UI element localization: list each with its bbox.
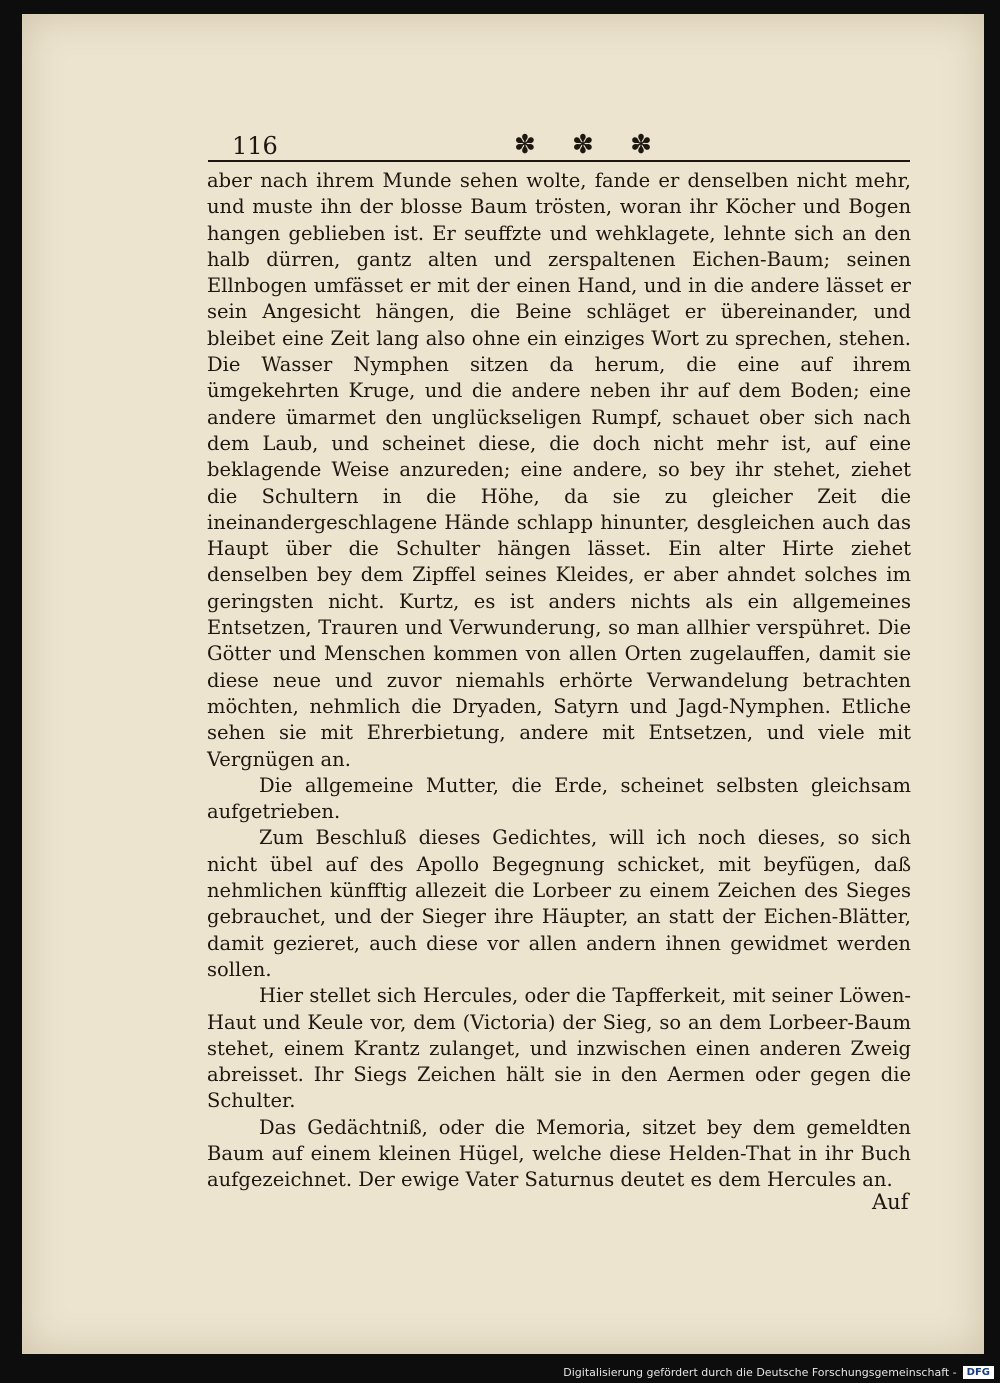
- paragraph: Zum Beschluß dieses Gedichtes, will ich noch dieses, so sich nicht übel auf des Apollo Begegnung schicket, mit beyfügen, daß nehmlichen künfftig allezeit die Lorbeer zu einem Zeichen des Sieges gebrauchet, und der Sieger ihre Häupter, an statt der Eichen-Blätter, damit gezieret, auch diese vor allen andern ihnen gewidmet werden sollen.: [207, 826, 911, 981]
- paragraph: Die allgemeine Mutter, die Erde, scheinet selbsten gleichsam aufgetrieben.: [207, 773, 911, 824]
- paragraph: Hier stellet sich Hercules, oder die Tapfferkeit, mit seiner Löwen-Haut und Keule vor, dem (Victoria) der Sieg, so an dem Lorbeer-Baum stehet, einem Krantz zulanget, und inzwischen einen anderen Zweig abreisset. Ihr Siegs Zeichen hält sie in den Aermen oder gegen die Schulter.: [207, 984, 911, 1113]
- dfg-logo: DFG: [963, 1366, 994, 1379]
- page-number: 116: [232, 132, 278, 160]
- body-text: [207, 168, 911, 1194]
- header-ornament: ✽ ✽ ✽: [514, 130, 666, 160]
- catchword: Auf: [872, 1190, 909, 1214]
- header-rule: [208, 160, 910, 162]
- credit-text: Digitalisierung gefördert durch die Deutsche Forschungsgemeinschaft -: [563, 1365, 957, 1379]
- digitization-credit: [563, 1364, 994, 1380]
- paragraph: aber nach ihrem Munde sehen wolte, fande er denselben nicht mehr, und muste ihn der blosse Baum trösten, woran ihr Köcher und Bogen hangen geblieben ist. Er seuffzte und wehklagete, lehnte sich an den halb dürren, gantz alten und zerspaltenen Eichen-Baum; seinen Ellnbogen umfässet er mit der einen Hand, und in die andere lässet er sein Angesicht hängen, die Beine schläget er übereinander, und bleibet eine Zeit lang also ohne ein einziges Wort zu sprechen, stehen. Die Wasser Nymphen sitzen da herum, die eine auf ihrem ümgekehrten Kruge, und die andere neben ihr auf dem Boden; eine andere ümarmet den unglückseligen Rumpf, schauet ober sich nach dem Laub, und scheinet diese, die doch nicht mehr ist, auf eine beklagende Weise anzureden; eine andere, so bey ihr stehet, ziehet die Schultern in die Höhe, da sie zu gleicher Zeit die ineinandergeschlagene Hände schlapp hinunter, desgleichen auch das Haupt über die Schulter hängen lässet. Ein alter Hirte ziehet denselben bey dem Zipffel seines Kleides, er aber ahndet solches im geringsten nicht. Kurtz, es ist anders nichts als ein allgemeines Entsetzen, Trauren und Verwunderung, so man allhier verspühret. Die Götter und Menschen kommen von allen Orten zugelauffen, damit sie diese neue und zuvor niemahls erhörte Verwandelung betrachten möchten, nehmlich die Dryaden, Satyrn und Jagd-Nymphen. Etliche sehen sie mit Ehrerbietung, andere mit Entsetzen, und viele mit Vergnügen an.: [207, 169, 911, 771]
- paragraph: Das Gedächtniß, oder die Memoria, sitzet bey dem gemeldten Baum auf einem kleinen Hügel, welche diese Helden-That in ihr Buch aufgezeichnet. Der ewige Vater Saturnus deutet es dem Hercules an.: [207, 1115, 911, 1192]
